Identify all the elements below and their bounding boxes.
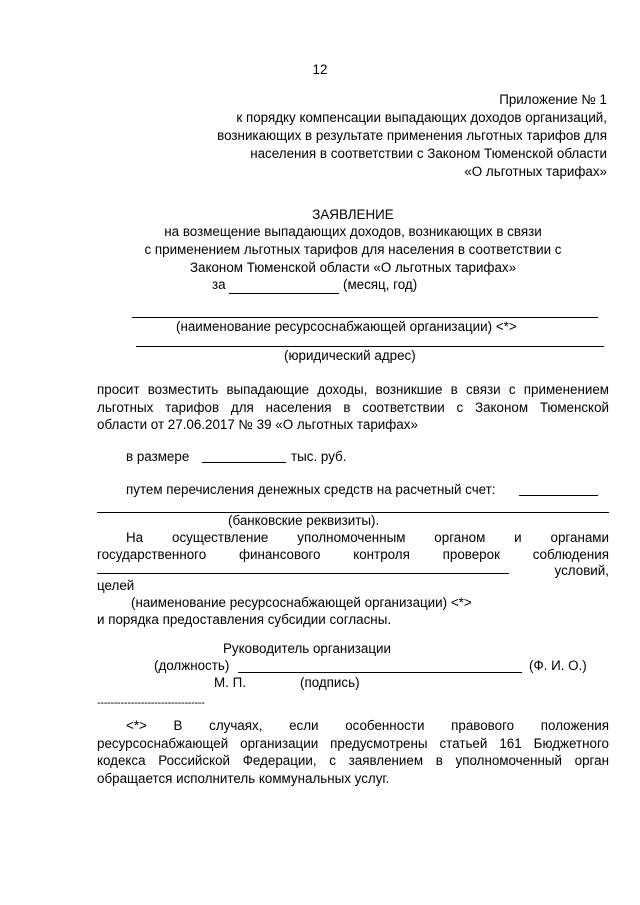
period-suffix: (месяц, год) — [343, 277, 418, 292]
consent-org-caption: (наименование ресурсоснабжающей организации) <*> — [131, 595, 472, 610]
signature-blank — [238, 672, 522, 673]
appendix-line: населения в соответствии с Законом Тюменской области — [250, 146, 607, 161]
consent-end: и порядка предоставления субсидии согласны. — [97, 612, 392, 627]
bank-caption: (банковские реквизиты). — [228, 513, 380, 528]
org-name-blank — [132, 317, 598, 318]
sign-label: (подпись) — [300, 675, 360, 690]
amount-suffix: тыс. руб. — [291, 449, 347, 464]
footnote-line: кодекса Российской Федерации, с заявлением в уполномоченный орган — [97, 753, 609, 768]
appendix-title: Приложение № 1 — [499, 92, 607, 107]
statement-subtitle-line: с применением льготных тарифов для населения в соответствии с — [144, 242, 562, 257]
footnote-line: <*> В случаях, если особенности правового положения — [126, 718, 609, 733]
consent-conditions: условий, — [554, 563, 609, 578]
footnote-line: обращается исполнитель коммунальных услуг. — [97, 771, 390, 786]
period-blank — [229, 293, 339, 294]
footnote-separator: -------------------------------- — [97, 697, 205, 709]
statement-subtitle-line: на возмещение выпадающих доходов, возникающих в связи — [164, 224, 542, 239]
signature-head: Руководитель организации — [223, 641, 392, 656]
legal-address-blank — [136, 346, 604, 347]
appendix-line: возникающих в результате применения льготных тарифов для — [217, 128, 607, 143]
signature-position: (должность) — [154, 658, 230, 673]
body-line: льготных тарифов для населения в соответствии с Законом Тюменской — [97, 400, 609, 415]
page-number: 12 — [312, 62, 328, 77]
amount-blank — [202, 462, 286, 463]
legal-address-caption: (юридический адрес) — [284, 348, 416, 363]
appendix-line: «О льготных тарифах» — [464, 164, 607, 179]
consent-line: На осуществление уполномоченным органом и органами — [126, 530, 609, 545]
amount-prefix: в размере — [126, 449, 190, 464]
footnote-line: ресурсоснабжающей организации предусмотрены статьей 161 Бюджетного — [97, 736, 609, 751]
org-name-caption: (наименование ресурсоснабжающей организации) <*> — [176, 319, 517, 334]
statement-subtitle-line: Законом Тюменской области «О льготных тарифах» — [189, 260, 517, 275]
consent-goals: целей — [97, 578, 135, 593]
signature-fio: (Ф. И. О.) — [529, 658, 587, 673]
account-blank — [519, 495, 598, 496]
statement-title: ЗАЯВЛЕНИЕ — [312, 207, 394, 222]
consent-line: государственного финансового контроля проверок соблюдения — [97, 547, 609, 562]
appendix-line: к порядку компенсации выпадающих доходов организаций, — [236, 110, 607, 125]
body-line: области от 27.06.2017 № 39 «О льготных тарифах» — [97, 417, 418, 432]
body-line: просит возместить выпадающие доходы, возникшие в связи с применением — [97, 382, 609, 397]
stamp-label: М. П. — [214, 675, 246, 690]
consent-org-blank — [97, 573, 509, 574]
transfer-text: путем перечисления денежных средств на расчетный счет: — [126, 482, 496, 497]
period-prefix: за — [212, 277, 226, 292]
